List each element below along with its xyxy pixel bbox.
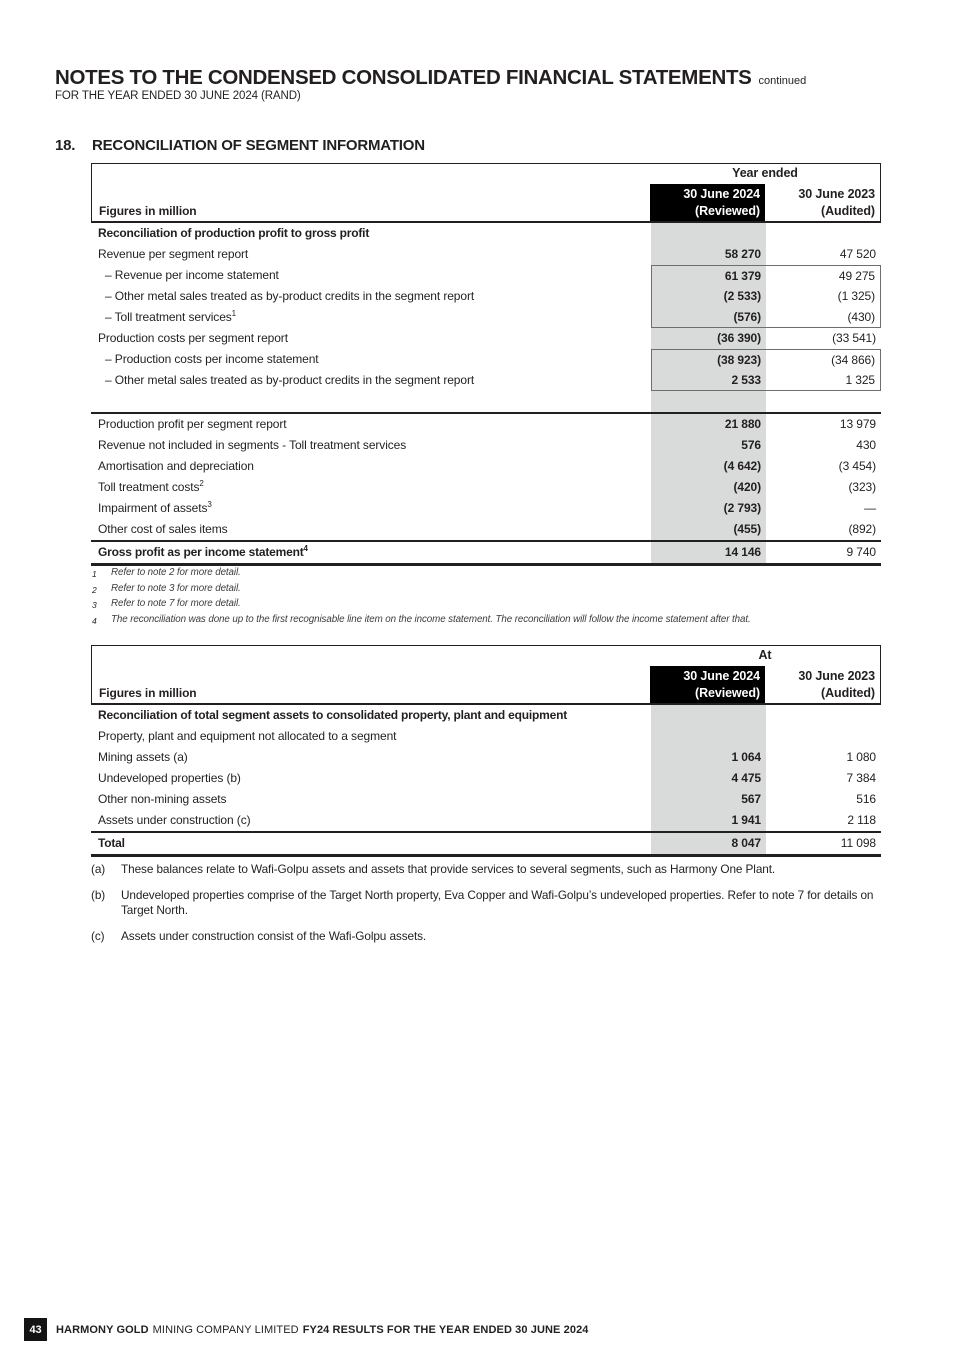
footer-company-regular: MINING COMPANY LIMITED [152, 1323, 299, 1336]
note-text: These balances relate to Wafi-Golpu assets and assets that provide services to several segments, such as Harmony One Plant. [121, 862, 776, 876]
note-marker: (a) [91, 862, 106, 876]
table-row [91, 244, 881, 265]
row-values [651, 726, 881, 747]
column-header-2023 [765, 666, 880, 703]
footnote-marker: 3 [207, 500, 212, 509]
page-number-badge: 43 [24, 1318, 47, 1341]
value-2024 [651, 223, 766, 244]
row-values [651, 456, 881, 477]
column-header-2024 [650, 666, 765, 703]
period-label: Year ended [732, 166, 798, 180]
note-marker: 4 [92, 615, 97, 626]
table-row [91, 412, 881, 435]
row-label: Other non-mining assets [98, 792, 227, 806]
row-values [651, 833, 881, 854]
row-values [651, 542, 881, 563]
page-subtitle: FOR THE YEAR ENDED 30 JUNE 2024 (RAND) [55, 90, 301, 102]
value-2024: (36 390) [651, 328, 766, 349]
row-label: Other cost of sales items [98, 522, 228, 536]
value-2024: 1 941 [651, 810, 766, 831]
row-label [91, 391, 651, 412]
table-row [91, 328, 881, 349]
value-2024: 2 533 [652, 370, 766, 390]
value-2023: — [864, 501, 876, 515]
lettered-notes [91, 862, 885, 954]
row-label: Toll treatment costs$^2$ [98, 479, 204, 494]
value-2023: (323) [848, 480, 876, 494]
lettered-note [91, 888, 885, 919]
note-text: The reconciliation was done up to the first recognisable line item on the income statement. The reconciliation will follow the income statement after that. [111, 613, 751, 625]
table-row [91, 456, 881, 477]
table-row [91, 768, 881, 789]
value-2023: (34 866) [831, 353, 875, 367]
value-2023 [766, 705, 881, 726]
lettered-note [91, 862, 885, 878]
row-label: Total [98, 836, 125, 850]
value-2023: 2 118 [847, 813, 876, 827]
row-label: – Toll treatment services$^1$ [105, 309, 237, 324]
row-label: Production profit per segment report [98, 417, 287, 431]
value-2024: 576 [651, 435, 766, 456]
note-marker: 3 [92, 600, 97, 610]
table-row [91, 349, 881, 370]
table-row [91, 726, 881, 747]
row-label: Revenue per segment report [98, 247, 249, 261]
row-values [651, 414, 881, 435]
table-row [91, 498, 881, 519]
table-row [91, 519, 881, 540]
row-label: Amortisation and depreciation [98, 459, 254, 473]
footer-company-bold: HARMONY GOLD [56, 1323, 149, 1336]
value-2023 [766, 391, 881, 412]
row-values [651, 391, 881, 412]
table-production-profit [91, 163, 881, 566]
row-values [651, 435, 881, 456]
table-row [91, 540, 881, 566]
footnotes [92, 566, 884, 628]
value-2024: (2 793) [651, 498, 766, 519]
column-header-2023-line2: (Audited) [821, 686, 875, 700]
row-values [651, 747, 881, 768]
footnote [92, 597, 884, 613]
row-values [651, 810, 881, 831]
note-marker: 2 [92, 584, 97, 595]
page-title-continued: continued [758, 74, 807, 87]
row-label: – Production costs per income statement [105, 352, 319, 366]
row-values [651, 768, 881, 789]
table-row [91, 435, 881, 456]
table-row [91, 831, 881, 857]
table-row [91, 747, 881, 768]
table-row [91, 789, 881, 810]
value-2024: (576) [652, 307, 766, 327]
value-2023: 11 098 [840, 836, 876, 850]
value-2023: (892) [848, 522, 876, 536]
row-values [651, 370, 881, 391]
note-text: Undeveloped properties comprise of the Target North property, Eva Copper and Wafi-Golpu’s undeveloped properties. Refer to note 7 for details on Target North. [121, 887, 874, 917]
table-row [91, 477, 881, 498]
row-values [651, 349, 881, 370]
table-row [91, 391, 881, 412]
note-marker: (c) [91, 928, 105, 943]
row-label: – Other metal sales treated as by-product credits in the segment report [105, 289, 475, 303]
value-2023: 9 740 [846, 545, 876, 559]
footnote [92, 582, 884, 598]
row-label: Production costs per segment report [98, 331, 288, 345]
footnote-marker: 4 [303, 544, 308, 553]
column-header-2024 [650, 184, 765, 221]
footer-report-bold: FY24 RESULTS FOR THE YEAR ENDED 30 JUNE 2024 [302, 1323, 589, 1336]
value-2024 [651, 705, 766, 726]
row-label: Undeveloped properties (b) [98, 771, 241, 785]
value-2024: (38 923) [652, 350, 766, 370]
row-label: – Revenue per income statement [105, 268, 279, 282]
value-2023 [766, 726, 881, 747]
page-footer [24, 1318, 589, 1341]
value-2024: (420) [651, 477, 766, 498]
period-label: At [758, 648, 772, 662]
column-header-2023-line1: 30 June 2023 [798, 187, 875, 201]
value-2023: (33 541) [832, 331, 876, 345]
value-2024: 567 [651, 789, 766, 810]
column-header-2023 [765, 184, 880, 221]
value-2024: 61 379 [652, 266, 766, 286]
value-2023: 13 979 [839, 417, 876, 431]
page-title [55, 66, 806, 90]
value-2023: (430) [847, 310, 875, 324]
value-2023: 430 [856, 438, 876, 452]
section-number: 18. [55, 137, 76, 154]
row-values [651, 244, 881, 265]
value-2023: (1 325) [837, 289, 875, 303]
value-2023: 7 384 [846, 771, 876, 785]
value-2024: 58 270 [651, 244, 766, 265]
row-values [651, 498, 881, 519]
row-values [651, 223, 881, 244]
column-header-2024-line1: 30 June 2024 [683, 187, 760, 201]
value-2024: (2 533) [652, 286, 766, 307]
value-2023: 516 [856, 792, 876, 806]
table-row [91, 286, 881, 307]
table-row [91, 307, 881, 328]
footnote-marker: 1 [231, 309, 237, 318]
row-values [651, 328, 881, 349]
table-row [91, 705, 881, 726]
note-marker: 1 [92, 569, 97, 579]
section-title: RECONCILIATION OF SEGMENT INFORMATION [92, 137, 425, 154]
figures-in-million-label: Figures in million [99, 204, 197, 218]
table-row [91, 265, 881, 286]
value-2024: (455) [651, 519, 766, 540]
value-2024 [651, 726, 766, 747]
row-values [651, 307, 881, 328]
value-2024: 14 146 [651, 542, 766, 563]
row-values [651, 789, 881, 810]
footnote [92, 613, 884, 629]
footnote [92, 566, 884, 582]
row-label: Property, plant and equipment not allocated to a segment [98, 729, 397, 743]
value-2023: 47 520 [839, 247, 876, 261]
table-row [91, 223, 881, 244]
row-values [651, 477, 881, 498]
value-2023 [766, 223, 881, 244]
value-2024: 4 475 [651, 768, 766, 789]
table-body [91, 223, 881, 566]
table-row [91, 810, 881, 831]
table-row [91, 370, 881, 391]
note-marker: (b) [91, 887, 106, 902]
value-2024 [651, 391, 766, 412]
value-2023: (3 454) [838, 459, 876, 473]
note-text: Refer to note 3 for more detail. [111, 582, 241, 594]
row-values [651, 705, 881, 726]
figures-in-million-label: Figures in million [99, 686, 197, 700]
row-label: Assets under construction (c) [98, 813, 251, 827]
value-2023: 1 325 [845, 373, 875, 387]
column-header-2023-line1: 30 June 2023 [798, 669, 875, 683]
row-values [651, 519, 881, 540]
table-segment-assets [91, 645, 881, 857]
row-label: Reconciliation of production profit to gross profit [98, 226, 370, 240]
page-title-text: NOTES TO THE CONDENSED CONSOLIDATED FINANCIAL STATEMENTS [55, 65, 752, 89]
row-values [651, 286, 881, 307]
note-text: Refer to note 7 for more detail. [111, 598, 241, 609]
note-text: Assets under construction consist of the Wafi-Golpu assets. [121, 928, 427, 943]
row-label: Reconciliation of total segment assets to consolidated property, plant and equipment [98, 708, 568, 722]
row-label: – Other metal sales treated as by-product credits in the segment report [105, 373, 475, 387]
column-header-2024-line2: (Reviewed) [695, 686, 760, 700]
lettered-note [91, 929, 885, 945]
section-heading [55, 137, 425, 154]
row-label: Revenue not included in segments - Toll treatment services [98, 438, 407, 452]
footer-text [56, 1324, 589, 1336]
table-header [91, 163, 881, 223]
note-text: Refer to note 2 for more detail. [111, 567, 241, 578]
column-header-2023-line2: (Audited) [821, 204, 875, 218]
value-2024: 1 064 [651, 747, 766, 768]
footnote-marker: 2 [199, 479, 204, 488]
column-header-2024-line1: 30 June 2024 [683, 669, 760, 683]
value-2024: 8 047 [651, 833, 766, 854]
row-label: Gross profit as per income statement$^4$ [98, 544, 308, 559]
column-header-2024-line2: (Reviewed) [695, 204, 760, 218]
table-header [91, 645, 881, 705]
value-2023: 49 275 [838, 269, 875, 283]
value-2023: 1 080 [846, 750, 876, 764]
row-label: Mining assets (a) [98, 750, 188, 764]
value-2024: (4 642) [651, 456, 766, 477]
row-label: Impairment of assets$^3$ [98, 500, 212, 515]
row-values [651, 265, 881, 286]
value-2024: 21 880 [651, 414, 766, 435]
table-body [91, 705, 881, 857]
